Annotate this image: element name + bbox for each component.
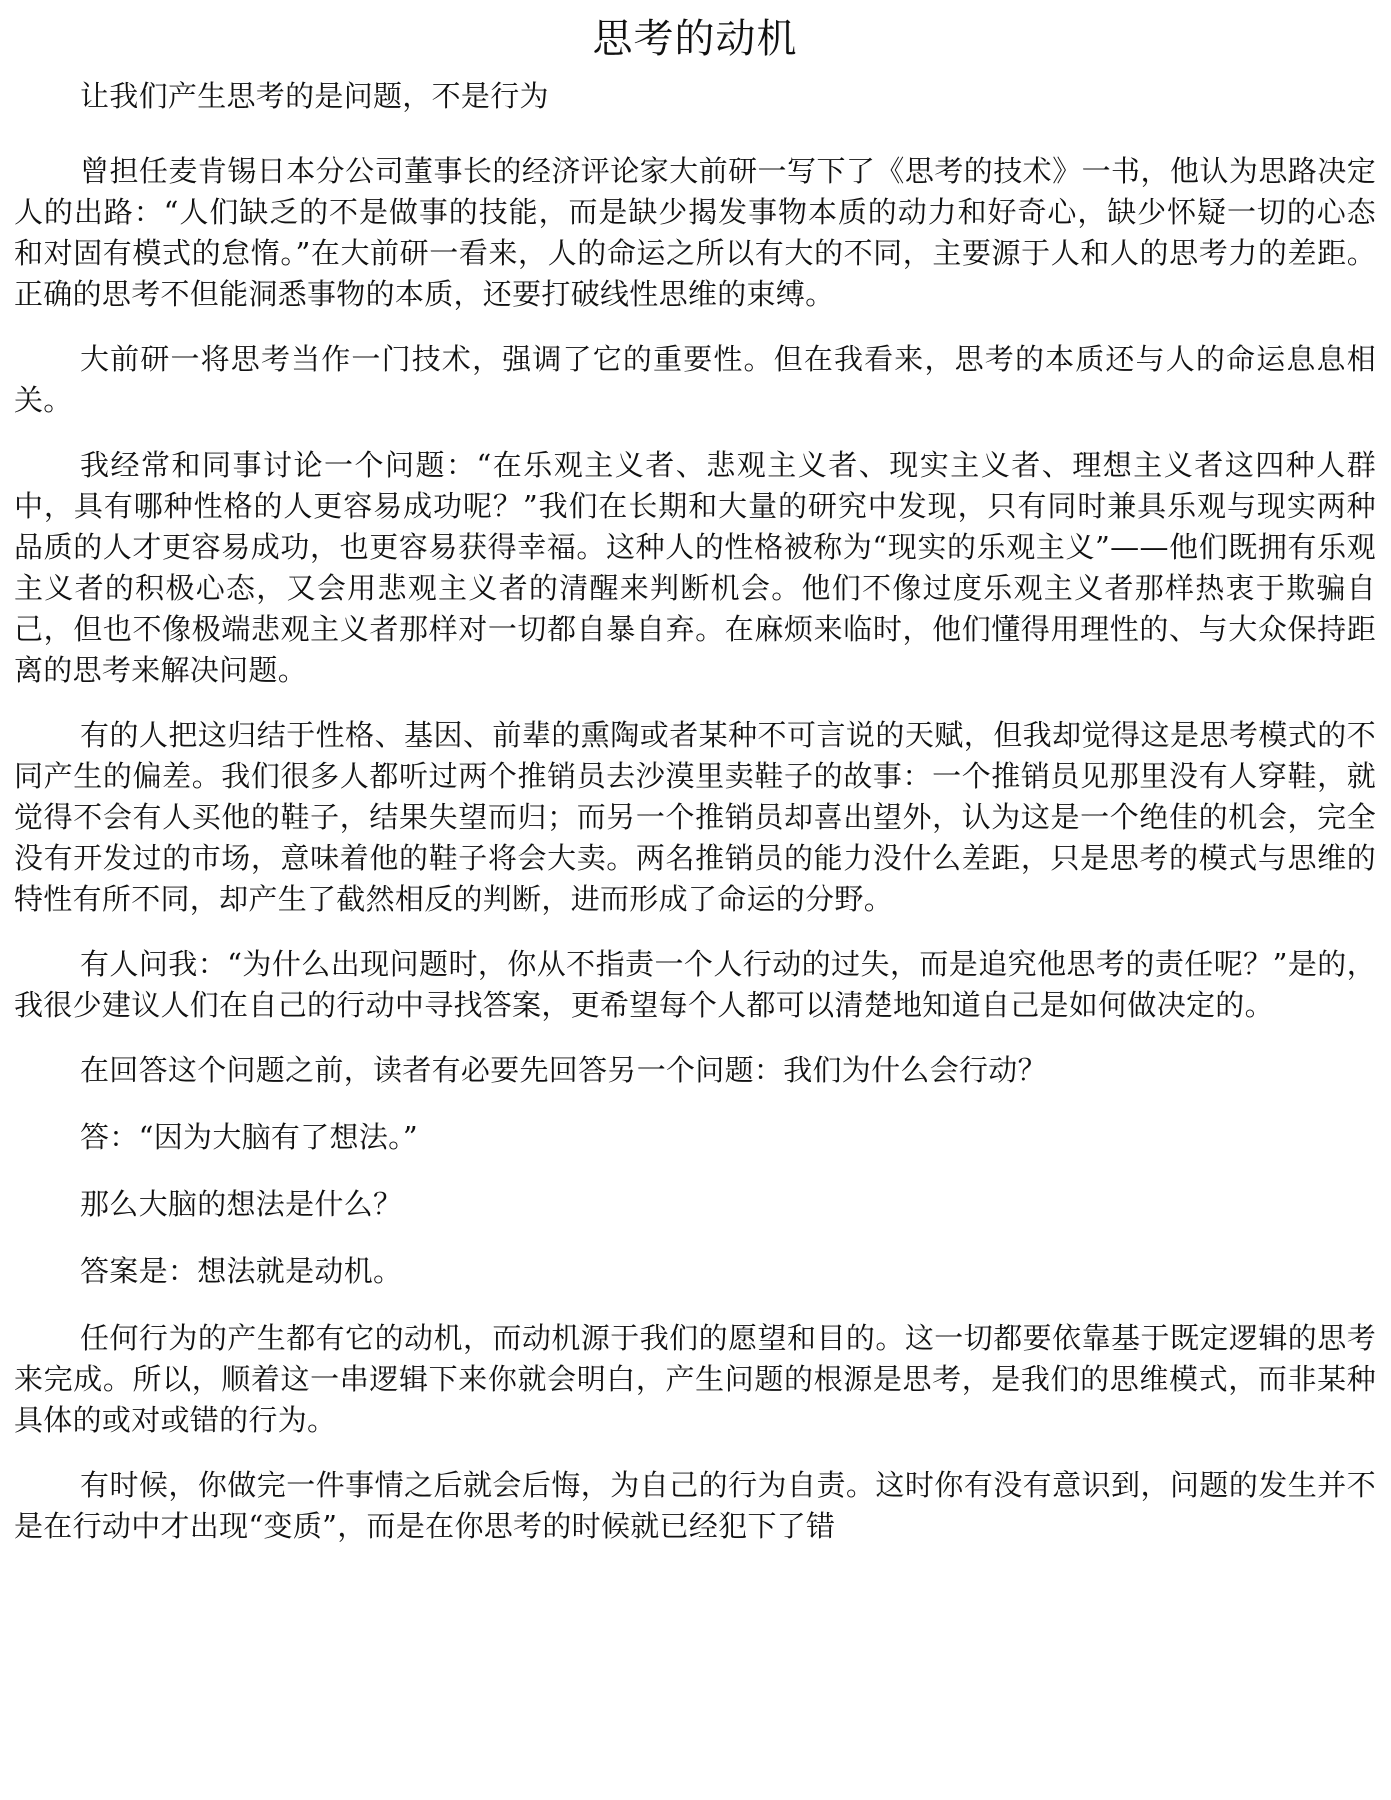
- document-title: 思考的动机: [592, 16, 798, 62]
- paragraph-motive-logic: 任何行为的产生都有它的动机，而动机源于我们的愿望和目的。这一切都要依靠基于既定逻辑的思考来完成。所以，顺着这一串逻辑下来你就会明白，产生问题的根源是思考，是我们的思维模式，而非某种具体的或对或错的行为。: [14, 1321, 1376, 1437]
- paragraph-what-is-idea: 那么大脑的想法是什么？: [80, 1187, 403, 1221]
- paragraph-why-blame-thinking: 有人问我：“为什么出现问题时，你从不指责一个人行动的过失，而是追究他思考的责任呢？”是的，我很少建议人们在自己的行动中寻找答案，更希望每个人都可以清楚地知道自己是如何做决定的。: [14, 947, 1376, 1022]
- paragraph-thinking-technique: 曾担任麦肯锡日本分公司董事长的经济评论家大前研一写下了《思考的技术》一书，他认为思路决定人的出路：“人们缺乏的不是做事的技能，而是缺少揭发事物本质的动力和好奇心，缺少怀疑一切的心态和对固有模式的怠惰。”在大前研一看来，人的命运之所以有大的不同，主要源于人和人的思考力的差距。正确的思考不但能洞悉事物的本质，还要打破线性思维的束缚。: [14, 154, 1376, 311]
- paragraph-realistic-optimism: 我经常和同事讨论一个问题：“在乐观主义者、悲观主义者、现实主义者、理想主义者这四种人群中，具有哪种性格的人更容易成功呢？”我们在长期和大量的研究中发现，只有同时兼具乐观与现实两种品质的人才更容易成功，也更容易获得幸福。这种人的性格被称为“现实的乐观主义”——他们既拥有乐观主义者的积极心态，又会用悲观主义者的清醒来判断机会。他们不像过度乐观主义者那样热衷于欺骗自己，但也不像极端悲观主义者那样对一切都自暴自弃。在麻烦来临时，他们懂得用理性的、与大众保持距离的思考来解决问题。: [14, 448, 1376, 687]
- paragraph-regret: 有时候，你做完一件事情之后就会后悔，为自己的行为自责。这时你有没有意识到，问题的发生并不是在行动中才出现“变质”，而是在你思考的时候就已经犯下了错: [14, 1468, 1376, 1543]
- paragraph-answer-brain: 答：“因为大脑有了想法。”: [80, 1120, 419, 1154]
- paragraph-idea-is-motive: 答案是：想法就是动机。: [80, 1254, 403, 1288]
- paragraph-thinking-as-skill: 大前研一将思考当作一门技术，强调了它的重要性。但在我看来，思考的本质还与人的命运息息相关。: [14, 342, 1376, 417]
- section-subtitle: 让我们产生思考的是问题，不是行为: [80, 79, 549, 113]
- paragraph-why-act-question: 在回答这个问题之前，读者有必要先回答另一个问题：我们为什么会行动？: [80, 1053, 1047, 1087]
- paragraph-shoe-salesmen: 有的人把这归结于性格、基因、前辈的熏陶或者某种不可言说的天赋，但我却觉得这是思考模式的不同产生的偏差。我们很多人都听过两个推销员去沙漠里卖鞋子的故事：一个推销员见那里没有人穿鞋，就觉得不会有人买他的鞋子，结果失望而归；而另一个推销员却喜出望外，认为这是一个绝佳的机会，完全没有开发过的市场，意味着他的鞋子将会大卖。两名推销员的能力没什么差距，只是思考的模式与思维的特性有所不同，却产生了截然相反的判断，进而形成了命运的分野。: [14, 718, 1376, 916]
- document-page: [14, 8, 1376, 1571]
